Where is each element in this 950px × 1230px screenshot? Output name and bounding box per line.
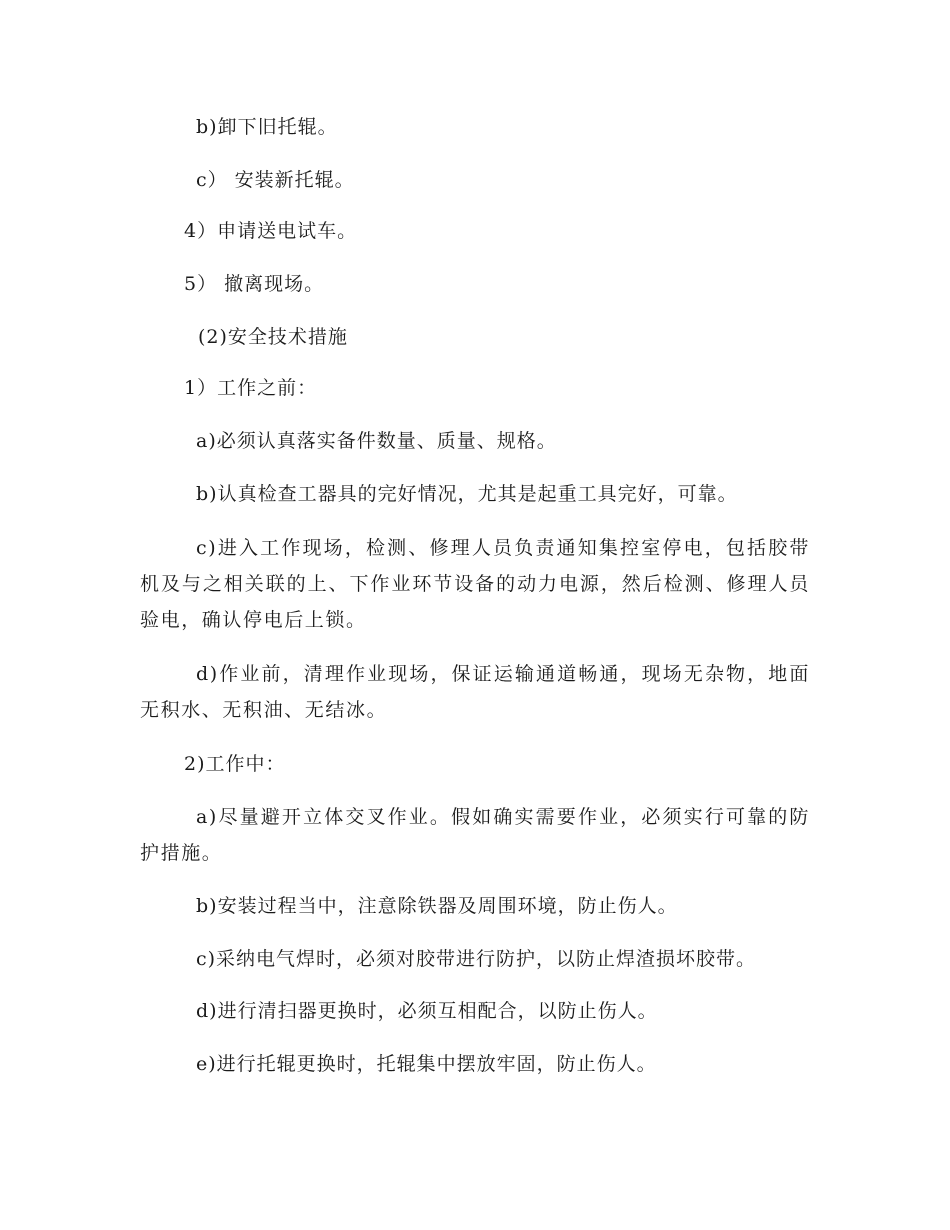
item-b-during-work: b)安装过程当中，注意除铁器及周围环境，防止伤人。 [196, 895, 678, 917]
subheading-before-work: 1）工作之前： [184, 377, 318, 399]
item-c-during-work: c)采纳电气焊时，必须对胶带进行防护，以防止焊渣损坏胶带。 [196, 948, 757, 970]
step-b-remove-old-roller: b)卸下旧托辊。 [196, 116, 338, 138]
step-5-leave-site: 5） 撤离现场。 [184, 273, 325, 295]
subheading-during-work: 2)工作中： [184, 753, 286, 775]
item-d-during-work: d)进行清扫器更换时，必须互相配合，以防止伤人。 [196, 1000, 658, 1022]
item-d-before-work: d)作业前，清理作业现场，保证运输通道畅通，现场无杂物，地面无积水、无积油、无结冰。 [140, 663, 810, 721]
step-4-request-power: 4）申请送电试车。 [184, 220, 358, 242]
item-b-before-work: b)认真检查工器具的完好情况，尤其是起重工具完好，可靠。 [196, 483, 738, 505]
item-e-during-work: e)进行托辊更换时，托辊集中摆放牢固，防止伤人。 [196, 1053, 657, 1075]
item-a-before-work: a)必须认真落实备件数量、质量、规格。 [196, 430, 557, 452]
step-c-install-new-roller: c） 安装新托辊。 [196, 169, 355, 191]
item-c-before-work: c)进入工作现场，检测、修理人员负责通知集控室停电，包括胶带机及与之相关联的上、下作业环节设备的动力电源，然后检测、修理人员验电，确认停电后上锁。 [140, 537, 810, 631]
item-a-during-work: a)尽量避开立体交叉作业。假如确实需要作业，必须实行可靠的防护措施。 [140, 806, 810, 864]
section-heading-safety-measures: (2)安全技术措施 [198, 326, 348, 348]
